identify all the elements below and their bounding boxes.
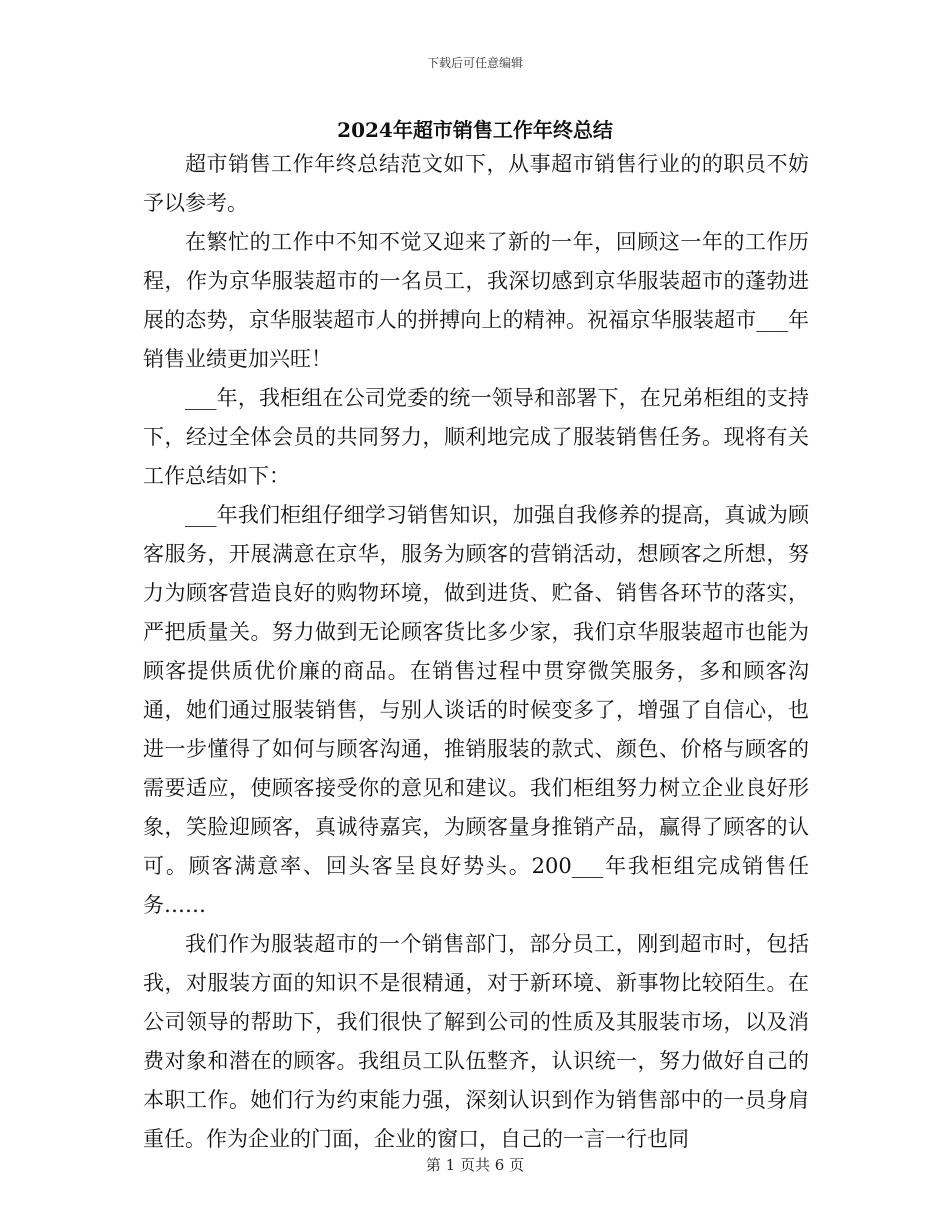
header-note: 下载后可任意编辑 [426, 56, 523, 70]
paragraph-intro: 超市销售工作年终总结范文如下，从事超市销售行业的的职员不妨予以参考。 [143, 152, 809, 215]
document-body [143, 145, 809, 1159]
page-footer: 第 1 页共 6 页 [425, 1156, 525, 1174]
paragraph-summary-lead: ___年，我柜组在公司党委的统一领导和部署下，在兄弟柜组的支持下，经过全体会员的共同努力，顺利地完成了服装销售任务。现将有关工作总结如下： [143, 386, 809, 488]
paragraph-team: 我们作为服装超市的一个销售部门，部分员工，刚到超市时，包括我，对服装方面的知识不是很精通，对于新环境、新事物比较陌生。在公司领导的帮助下，我们很快了解到公司的性质及其服装市场，以及消费对象和潜在的顾客。我组员工队伍整齐，认识统一，努力做好自己的本职工作。她们行为约束能力强，深刻认识到作为销售部中的一员身肩重任。作为企业的门面，企业的窗口，自己的一言一行也同 [143, 932, 809, 1151]
paragraph-service: ___年我们柜组仔细学习销售知识，加强自我修养的提高，真诚为顾客服务，开展满意在京华，服务为顾客的营销活动，想顾客之所想，努力为顾客营造良好的购物环境，做到进货、贮备、销售各环节的落实，严把质量关。努力做到无论顾客货比多少家，我们京华服装超市也能为顾客提供质优价廉的商品。在销售过程中贯穿微笑服务，多和顾客沟通，她们通过服装销售，与别人谈话的时候变多了，增强了自信心，也进一步懂得了如何与顾客沟通，推销服装的款式、颜色、价格与顾客的需要适应，使顾客接受你的意见和建议。我们柜组努力树立企业良好形象，笑脸迎顾客，真诚待嘉宾，为顾客量身推销产品，赢得了顾客的认可。顾客满意率、回头客呈良好势头。200___年我柜组完成销售任务…… [143, 503, 809, 917]
paragraph-review: 在繁忙的工作中不知不觉又迎来了新的一年，回顾这一年的工作历程，作为京华服装超市的一名员工，我深切感到京华服装超市的蓬勃进展的态势，京华服装超市人的拼搏向上的精神。祝福京华服装超市___年销售业绩更加兴旺！ [143, 230, 809, 371]
document-title: 2024年超市销售工作年终总结 [337, 118, 613, 142]
